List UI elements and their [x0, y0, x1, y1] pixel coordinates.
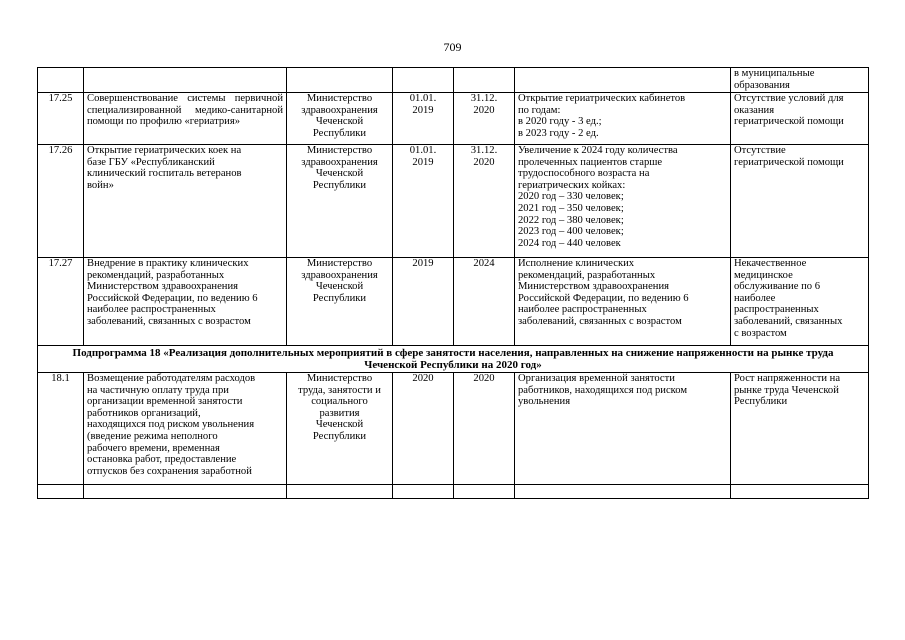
expected-result-cell: [515, 373, 731, 485]
start-date-cell: [393, 68, 454, 93]
consequence-cell: [731, 145, 869, 258]
expected-result-cell: [515, 145, 731, 258]
row-number-cell: [38, 373, 84, 485]
consequence-line: заболеваний, связанных: [734, 315, 843, 327]
end-date-line: 2020: [473, 156, 495, 168]
expected-result-line: заболеваний, связанных с возрастом: [518, 315, 682, 327]
expected-result-line: рекомендаций, разработанных: [518, 269, 656, 281]
expected-result-line: в 2023 году - 2 ед.: [518, 127, 599, 139]
subprogram-heading-line: Чеченской Республики на 2020 год»: [364, 359, 542, 371]
expected-result-line: Открытие гериатрических кабинетов: [518, 93, 686, 104]
subprogram-heading: [38, 346, 869, 373]
start-date-cell: [393, 145, 454, 258]
expected-result-line: по годам:: [518, 104, 561, 116]
activity-name-line: остановка работ, предоставление: [87, 454, 237, 466]
executor-cell: [287, 258, 393, 346]
expected-result-line: 2023 год – 400 человек;: [518, 226, 624, 238]
executor-cell: [287, 68, 393, 93]
expected-result-line: наиболее распространенных: [518, 304, 647, 316]
executor-line: Министерство: [306, 258, 373, 269]
activity-name-line: базе ГБУ «Республиканский: [87, 156, 215, 168]
table-row: [38, 68, 869, 93]
activity-name-line: на частичную оплату труда при: [87, 384, 229, 396]
start-date-line: 2019: [412, 156, 434, 168]
activity-name-line: Возмещение работодателям расходов: [87, 373, 256, 384]
consequence-line: Отсутствие: [734, 145, 786, 156]
executor-cell: [287, 93, 393, 145]
expected-result-line: 2021 год – 350 человек;: [518, 202, 624, 214]
consequence-line: образования: [734, 79, 790, 91]
consequence-line: обслуживание по 6: [734, 281, 820, 293]
executor-line: Республики: [312, 127, 367, 139]
empty-cell: [515, 485, 731, 499]
expected-result-line: 2022 год – 380 человек;: [518, 214, 624, 226]
consequence-line: распространенных: [734, 304, 819, 316]
expected-result-line: Увеличение к 2024 году количества: [518, 145, 678, 156]
start-date-line: 2019: [412, 258, 434, 269]
table-row: [38, 145, 869, 258]
executor-line: здравоохранения: [301, 104, 378, 116]
executor-line: Министерство: [306, 145, 373, 156]
end-date-line: 2024: [473, 258, 495, 269]
executor-cell: [287, 373, 393, 485]
subprogram-heading-line: Подпрограмма 18 «Реализация дополнительных мероприятий в сфере занятости населения, направленных на снижение напряженности на рынке труда: [72, 347, 834, 359]
expected-result-line: 2024 год – 440 человек: [518, 237, 621, 249]
consequence-line: в муниципальные: [734, 68, 815, 79]
consequence-line: с возрастом: [734, 327, 787, 339]
executor-line: здравоохранения: [301, 156, 378, 168]
activity-name-line: (введение режима неполного: [87, 430, 218, 442]
expected-result-line: в 2020 году - 3 ед.;: [518, 116, 602, 128]
start-date-cell: [393, 258, 454, 346]
consequence-line: гериатрической помощи: [734, 156, 844, 168]
executor-line: Чеченской: [315, 281, 364, 293]
activity-name-line: клинический госпиталь ветеранов: [87, 168, 242, 180]
end-date-cell: [454, 258, 515, 346]
expected-result-cell: [515, 93, 731, 145]
start-date-line: 2020: [412, 373, 434, 384]
table-row: [38, 93, 869, 145]
consequence-cell: [731, 93, 869, 145]
activity-name-cell: [84, 93, 287, 145]
activity-name-line: отпусков без сохранения заработной: [87, 465, 252, 477]
activity-name-line: рабочего времени, временная: [87, 442, 220, 454]
expected-result-line: работников, находящихся под риском: [518, 384, 688, 396]
row-number-text: 18.1: [51, 373, 70, 384]
executor-line: Чеченской: [315, 419, 364, 431]
end-date-cell: [454, 93, 515, 145]
end-date-line: 2020: [473, 104, 495, 116]
expected-result-line: Организация временной занятости: [518, 373, 675, 384]
empty-cell: [38, 485, 84, 499]
activity-name-line: наиболее распространенных: [87, 304, 216, 316]
row-number-cell: [38, 93, 84, 145]
activity-name-line: войн»: [87, 179, 114, 191]
executor-line: Чеченской: [315, 116, 364, 128]
executor-line: Республики: [312, 179, 367, 191]
end-date-cell: [454, 68, 515, 93]
expected-result-line: Исполнение клинических: [518, 258, 635, 269]
start-date-cell: [393, 93, 454, 145]
start-date-line: 2019: [412, 104, 434, 116]
row-number-cell: [38, 145, 84, 258]
consequence-cell: [731, 258, 869, 346]
table-row: [38, 258, 869, 346]
consequence-line: гериатрической помощи: [734, 116, 844, 128]
consequence-cell: [731, 68, 869, 93]
end-date-cell: [454, 145, 515, 258]
row-number-cell: [38, 68, 84, 93]
activity-name-line: работников организаций,: [87, 407, 201, 419]
executor-line: здравоохранения: [301, 269, 378, 281]
executor-line: Республики: [312, 430, 367, 442]
empty-cell: [454, 485, 515, 499]
end-date-line: 31.12.: [470, 93, 498, 104]
end-date-line: 2020: [473, 373, 495, 384]
empty-cell: [731, 485, 869, 499]
activity-name-line: Российской Федерации, по ведению 6: [87, 292, 258, 304]
expected-result-cell: [515, 68, 731, 93]
row-number-text: 17.25: [48, 93, 73, 104]
consequence-line: Некачественное: [734, 258, 807, 269]
activity-name-line: Внедрение в практику клинических: [87, 258, 249, 269]
table-body: [38, 68, 869, 499]
row-number-cell: [38, 258, 84, 346]
start-date-cell: [393, 373, 454, 485]
activity-name-cell: [84, 145, 287, 258]
row-number-text: 17.26: [48, 145, 73, 156]
expected-result-line: трудоспособного возраста на: [518, 168, 650, 180]
executor-line: Министерство: [306, 373, 373, 384]
end-date-line: 31.12.: [470, 145, 498, 156]
start-date-line: 01.01.: [409, 145, 437, 156]
executor-cell: [287, 145, 393, 258]
table-row: [38, 373, 869, 485]
executor-line: социального: [311, 396, 368, 408]
consequence-line: Республики: [734, 396, 788, 408]
expected-result-line: гериатрических койках:: [518, 179, 626, 191]
consequence-line: медицинское: [734, 269, 793, 281]
executor-line: развития: [319, 407, 360, 419]
activity-name-line: находящихся под риском увольнения: [87, 419, 255, 431]
expected-result-line: увольнения: [518, 396, 571, 408]
page-number: 709: [443, 40, 462, 54]
expected-result-cell: [515, 258, 731, 346]
activity-name-line: Совершенствование системы первичной специализированной медико-санитарной помощи по профилю «гериатрия»: [87, 93, 283, 128]
row-number-text: 17.27: [48, 258, 73, 269]
empty-cell: [393, 485, 454, 499]
activity-name-line: Министерством здравоохранения: [87, 281, 238, 293]
activity-name-line: Открытие гериатрических коек на: [87, 145, 242, 156]
empty-cell: [287, 485, 393, 499]
empty-row: [38, 485, 869, 499]
consequence-line: оказания: [734, 104, 775, 116]
consequence-line: рынке труда Чеченской: [734, 384, 839, 396]
expected-result-line: Российской Федерации, по ведению 6: [518, 292, 689, 304]
end-date-cell: [454, 373, 515, 485]
consequence-cell: [731, 373, 869, 485]
consequence-line: Рост напряженности на: [734, 373, 841, 384]
expected-result-line: Министерством здравоохранения: [518, 281, 669, 293]
activity-name-line: заболеваний, связанных с возрастом: [87, 315, 251, 327]
executor-line: Министерство: [306, 93, 373, 104]
empty-cell: [84, 485, 287, 499]
activity-name-cell: [84, 258, 287, 346]
activities-table: [37, 67, 869, 499]
consequence-line: Отсутствие условий для: [734, 93, 844, 104]
subprogram-row: [38, 346, 869, 373]
activity-name-line: организации временной занятости: [87, 396, 243, 408]
start-date-line: 01.01.: [409, 93, 437, 104]
expected-result-line: 2020 год – 330 человек;: [518, 191, 624, 203]
activity-name-line: рекомендаций, разработанных: [87, 269, 225, 281]
activity-name-cell: [84, 373, 287, 485]
executor-line: Республики: [312, 292, 367, 304]
expected-result-line: пролеченных пациентов старше: [518, 156, 663, 168]
activity-name-cell: [84, 68, 287, 93]
consequence-line: наиболее: [734, 292, 776, 304]
executor-line: труда, занятости и: [298, 384, 381, 396]
executor-line: Чеченской: [315, 168, 364, 180]
